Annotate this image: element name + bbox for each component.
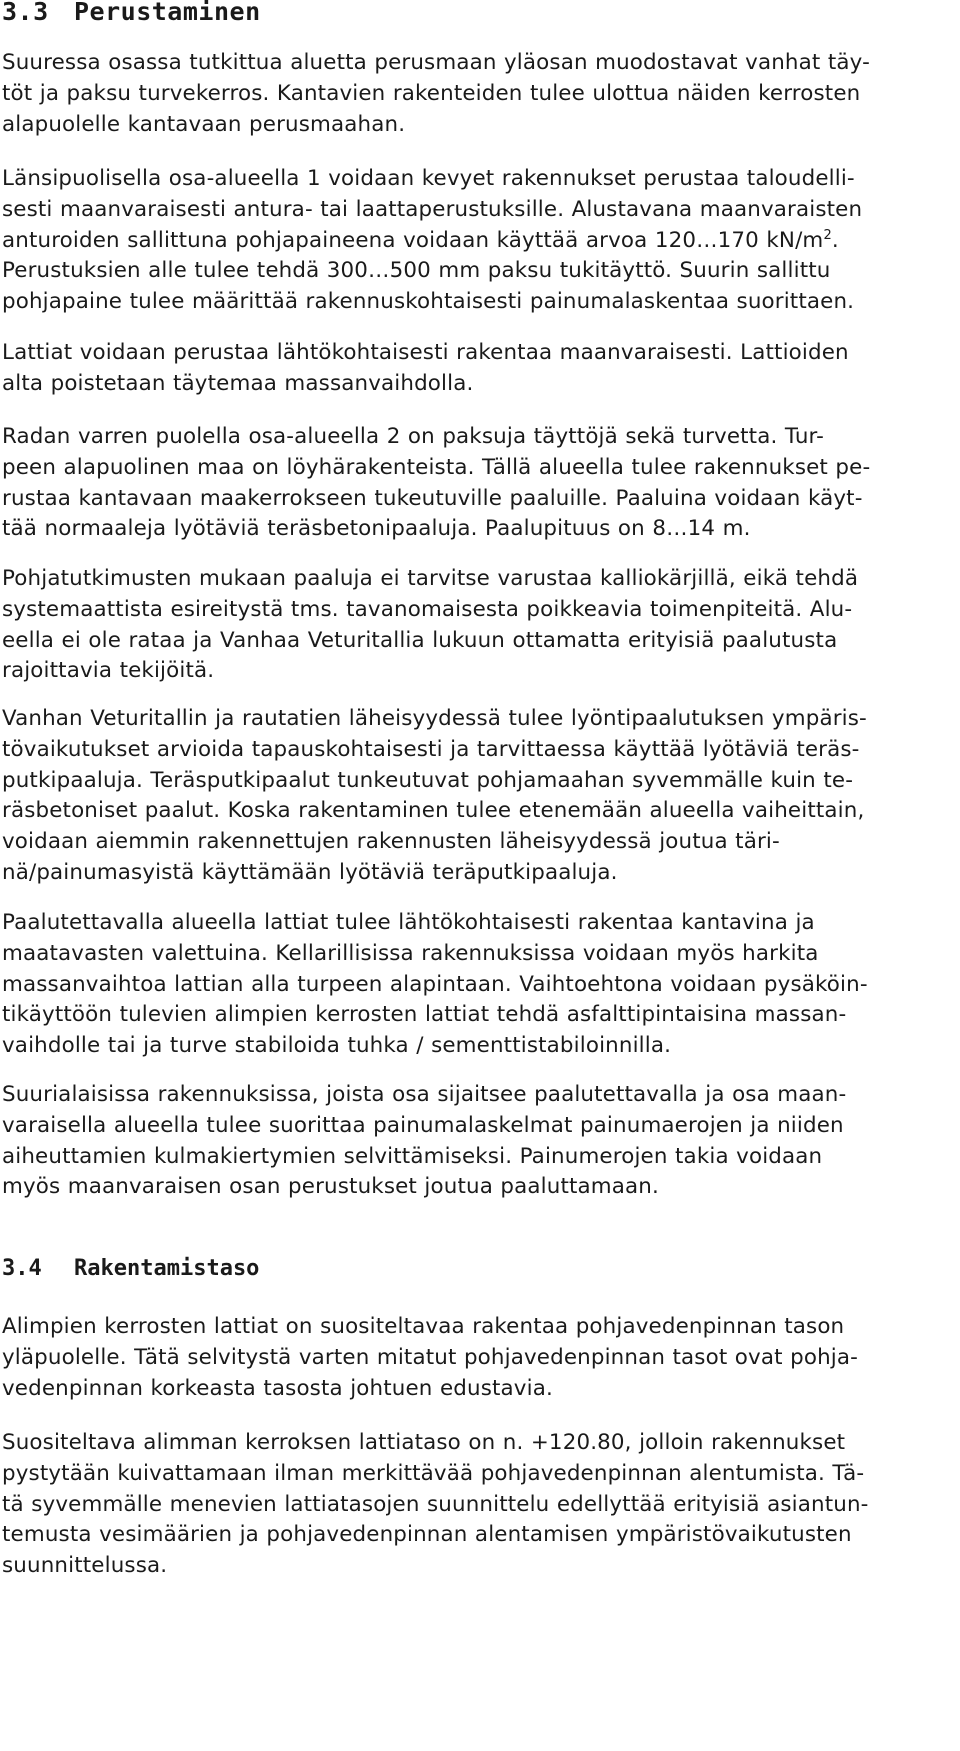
section-title: Rakentamistaso (74, 1256, 260, 1281)
text-line: tää normaaleja lyötäviä teräsbetonipaaluja. Paalupituus on 8…14 m. (2, 516, 751, 542)
text-line: alapuolelle kantavaan perusmaahan. (2, 111, 406, 137)
text-line: Vanhan Veturitallin ja rautatien läheisyydessä tulee lyöntipaalutuksen ympäris- (2, 706, 867, 731)
paragraph (2, 48, 930, 140)
text-line: alta poistetaan täytemaa massanvaihdolla. (2, 370, 474, 396)
text-line: rajoittavia tekijöitä. (2, 658, 215, 684)
text-line: räsbetoniset paalut. Koska rakentaminen tulee etenemään alueella vaiheittain, (2, 798, 865, 824)
section-heading-3-3 (2, 0, 261, 26)
text-line: tikäyttöön tulevien alimpien kerrosten lattiat tehdä asfalttipintaisina massan- (2, 1002, 847, 1028)
text-line: Pohjatutkimusten mukaan paaluja ei tarvitse varustaa kalliokärjillä, eikä tehdä (2, 566, 859, 591)
text-line (2, 226, 930, 257)
text-line: Perustuksien alle tulee tehdä 300…500 mm paksu tukitäyttö. Suurin sallittu (2, 258, 831, 284)
paragraph (2, 1312, 930, 1404)
section-number: 3.4 (2, 1256, 42, 1281)
text-line: Suurialaisissa rakennuksissa, joista osa sijaitsee paalutettavalla ja osa maan- (2, 1082, 847, 1107)
section-heading-3-4 (2, 1256, 259, 1281)
text-line: nä/painumasyistä käyttämään lyötäviä teräputkipaaluja. (2, 859, 618, 885)
section-number: 3.3 (2, 0, 49, 26)
superscript: 2 (823, 227, 832, 243)
text-line: tövaikutukset arvioida tapauskohtaisesti ja tarvittaessa käyttää lyötäviä teräs- (2, 736, 860, 762)
paragraph (2, 908, 930, 1062)
text-line: Länsipuolisella osa-alueella 1 voidaan kevyet rakennukset perustaa taloudelli- (2, 166, 855, 191)
text-line: myös maanvaraisen osan perustukset joutua paaluttamaan. (2, 1174, 659, 1200)
paragraph (2, 338, 930, 400)
paragraph (2, 422, 930, 545)
text-line: massanvaihtoa lattian alla turpeen alapintaan. Vaihtoehtona voidaan pysäköin- (2, 971, 868, 997)
text-line: peen alapuolinen maa on löyhärakenteista. Tällä alueella tulee rakennukset pe- (2, 454, 871, 480)
text-line: temusta vesimäärien ja pohjavedenpinnan alentamisen ympäristövaikutusten (2, 1522, 852, 1548)
text-line: tä syvemmälle menevien lattiatasojen suunnittelu edellyttää erityisiä asiantun- (2, 1491, 869, 1517)
text-segment: . (831, 227, 839, 253)
text-line: Suositeltava alimman kerroksen lattiataso on n. +120.80, jolloin rakennukset (2, 1430, 846, 1455)
text-line: pystytään kuivattamaan ilman merkittävää pohjavedenpinnan alentumista. Tä- (2, 1460, 865, 1486)
paragraph (2, 1428, 930, 1582)
text-line: pohjapaine tulee määrittää rakennuskohtaisesti painumalaskentaa suorittaen. (2, 289, 855, 315)
text-line: eella ei ole rataa ja Vanhaa Veturitallia lukuun ottamatta erityisiä paalutusta (2, 627, 838, 653)
text-line: Radan varren puolella osa-alueella 2 on paksuja täyttöjä sekä turvetta. Tur- (2, 424, 824, 449)
text-line: systemaattista esireitystä tms. tavanomaisesta poikkeavia toimenpiteitä. Alu- (2, 596, 853, 622)
text-segment: anturoiden sallittuna pohjapaineena voidaan käyttää arvoa 120…170 kN/m (2, 227, 824, 253)
text-line: Lattiat voidaan perustaa lähtökohtaisesti rakentaa maanvaraisesti. Lattioiden (2, 340, 849, 365)
text-line: aiheuttamien kulmakiertymien selvittämiseksi. Painumerojen takia voidaan (2, 1143, 823, 1169)
text-line: rustaa kantavaan maakerrokseen tukeutuville paaluille. Paaluina voidaan käyt- (2, 485, 863, 511)
text-line: yläpuolelle. Tätä selvitystä varten mitatut pohjavedenpinnan tasot ovat pohja- (2, 1344, 858, 1370)
text-line: Suuressa osassa tutkittua aluetta perusmaan yläosan muodostavat vanhat täy- (2, 50, 870, 75)
paragraph (2, 1080, 930, 1203)
text-line: varaisella alueella tulee suorittaa painumalaskelmat painumaerojen ja niiden (2, 1112, 844, 1138)
text-line: vedenpinnan korkeasta tasosta johtuen edustavia. (2, 1375, 553, 1401)
text-line: töt ja paksu turvekerros. Kantavien rakenteiden tulee ulottua näiden kerrosten (2, 80, 861, 106)
text-line: Paalutettavalla alueella lattiat tulee lähtökohtaisesti rakentaa kantavina ja (2, 910, 815, 935)
text-line: voidaan aiemmin rakennettujen rakennusten läheisyydessä joutua täri- (2, 829, 780, 855)
paragraph (2, 164, 930, 318)
text-line: suunnittelussa. (2, 1553, 168, 1579)
text-line: vaihdolle tai ja turve stabiloida tuhka / sementtistabiloinnilla. (2, 1033, 672, 1059)
paragraph (2, 564, 930, 687)
text-line: Alimpien kerrosten lattiat on suositeltavaa rakentaa pohjavedenpinnan tason (2, 1314, 845, 1339)
paragraph (2, 704, 930, 889)
text-line: putkipaaluja. Teräsputkipaalut tunkeutuvat pohjamaahan syvemmälle kuin te- (2, 767, 854, 793)
text-line: maatavasten valettuina. Kellarillisissa rakennuksissa voidaan myös harkita (2, 940, 819, 966)
text-line: sesti maanvaraisesti antura- tai laattaperustuksille. Alustavana maanvaraisten (2, 196, 863, 222)
section-title: Perustaminen (74, 0, 261, 26)
